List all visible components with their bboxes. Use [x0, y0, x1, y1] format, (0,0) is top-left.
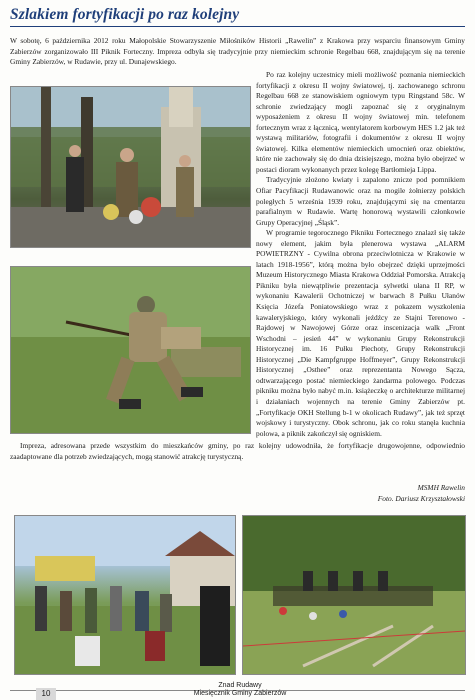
closing-paragraph: Impreza, adresowana przede wszystkim do mieszkańców gminy, po raz kolejny udowodniła, że fortyfikacje drugowojenne, odpowiednio zaadaptowane dla potrzeb zwiedzających, mogą stanowić atrakcję turystyczną.: [10, 441, 465, 461]
column-paragraph-3: W programie tegorocznego Pikniku Fortecznego znalazł się także nowy element, jakim była plenerowa wystawa „ALARM POWIETRZNY - Cywilna obrona przeciwlotnicza w Krakowie w latach 1918-1956”, którą można było obejrzeć dzięki uprzejmości Muzeum Historycznego Miasta Krakowa Oddział Pomorska. Atrakcją Pikniku była niewątpliwie prezentacja sylwetki ułana II RP, w wykonaniu Kawalerii Ochotniczej w barwach 8 Pułku Ułanów Księcia Józefa Poniatowskiego wraz z pokazem wyszkolenia kawaleryjskiego, który wykonali jeźdźcy ze Stajni Terenowo - Rajdowej w Nawojowej Górze oraz inscenizacja walk „Front Wschodni – jesień 44” w wykonaniu Grupy Rekonstrukcji Historycznej im. 16 Pułku Piechoty, Grupy Rekonstrukcji Historycznej „Die Kampfgruppe Hoffmeyer”, Grupy Rekonstrukcji Historycznej „Osthee” oraz reprezentanta Nowego Sącza, odtwarzającego postać niemieckiego żandarma polowego. Podczas pikniku można było nabyć m.in. książeczkę o architekturze militarnej i działaniach wojennych na terenie Gminy Zabierzów pt. „Fortyfikacje OKH Stellung b-1 w okolicach Rudawy”, jak też sprzęt wojskowy i turystyczny. Obok schronu, jak co roku stanęła kuchnia polowa, a piknik zakończył się ogniskiem.: [256, 228, 465, 438]
signature-organization: MSMH Rawelin: [417, 483, 465, 492]
photo-reenactment-soldier-drawing: [11, 267, 250, 433]
photo-monument-ceremony-drawing: [11, 87, 250, 247]
publication-name: Znad Rudawy: [218, 682, 262, 689]
signature-photographer: Foto. Dariusz Krzyształowski: [377, 494, 465, 503]
photo-reenactment-soldier: [10, 266, 251, 434]
footer-publication: [160, 682, 320, 698]
photo-field-kitchen-crowd: [14, 515, 236, 675]
photo-field-kitchen-crowd-drawing: [15, 516, 235, 674]
article-title: Szlakiem fortyfikacji po raz kolejny: [10, 6, 465, 27]
article-intro: W sobotę, 6 października 2012 roku Małopolskie Stowarzyszenie Miłośników Historii „Rawelin” z Krakowa przy wsparciu finansowym Gminy Zabierzów zorganizowało III Piknik Forteczny. Impreza odbyła się tradycyjnie przy niemieckim schronie Regelbau 668, znajdującym się na terenie Gminy Zabierzów, w Rudawie, przy ul. Dunajewskiego.: [10, 36, 465, 67]
photo-monument-ceremony: [10, 86, 251, 248]
column-paragraph-2: Tradycyjnie złożono kwiaty i zapalono znicze pod pomnikiem Ofiar Pacyfikacji Rudawanowic oraz na mogile żołnierzy polskich poległych 5 września 1939 roku, znajdującymi się na cmentarzu parafialnym w Rudawie. Wartę honorową wystawili członkowie Grupy Operacyjnej „Śląsk”.: [256, 175, 465, 227]
article-column: [256, 70, 465, 439]
photo-cavalry-riders-drawing: [243, 516, 465, 674]
article-closing-block: [10, 441, 465, 462]
publication-subtitle: Miesięcznik Gminy Zabierzów: [193, 690, 287, 697]
column-paragraph-1: Po raz kolejny uczestnicy mieli możliwość poznania niemieckich fortyfikacji z okresu II wojny światowej, tj. zachowanego schronu Regelbau 668 ze stanowiskiem ogniowym typu Ringstand 58c. W schronie zwiedzający mogli zapoznać się z oryginalnym wyposażeniem z okresu II wojny światowej min. telefonem fortecznym wraz z łącznicą, wentylatorem korbowym HES 1.2 jak też wystawą militariów, fotografii i dokumentów z okresu II wojny światowej. Kilka elementów niemieckich umocnień oraz obiektów, które nie zachowały się do dnia dzisiejszego, można było obejrzeć w postaci dioram wykonanych przez kolegę Bartłomieja Lippa.: [256, 70, 465, 174]
page-number: 10: [36, 688, 56, 700]
photo-cavalry-riders: [242, 515, 466, 675]
